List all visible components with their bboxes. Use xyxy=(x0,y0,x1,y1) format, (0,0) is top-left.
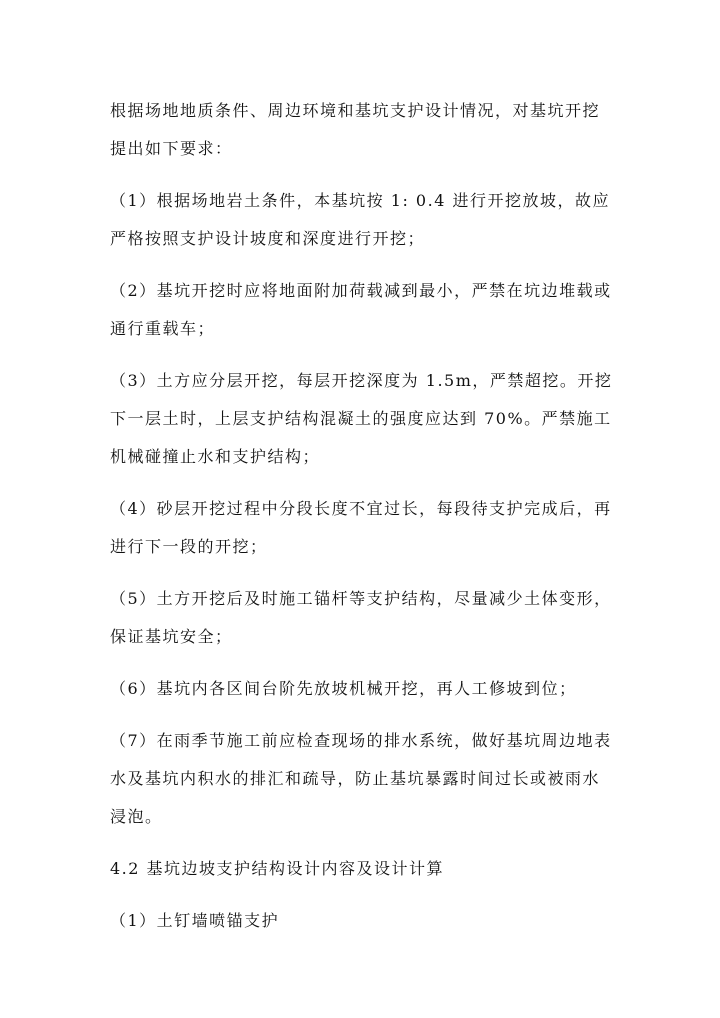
requirement-3: （3）土方应分层开挖，每层开挖深度为 1.5m，严禁超挖。开挖下一层土时，上层支护结构混凝土的强度应达到 70%。严禁施工机械碰撞止水和支护结构； xyxy=(110,371,613,466)
subsection-heading: （1）土钉墙喷锚支护 xyxy=(110,911,280,930)
requirement-2: （2）基坑开挖时应将地面附加荷载减到最小，严禁在坑边堆载或通行重载车； xyxy=(110,281,612,338)
requirement-7: （7）在雨季节施工前应检查现场的排水系统，做好基坑周边地表水及基坑内积水的排汇和疏导，防止基坑暴露时间过长或被雨水浸泡。 xyxy=(110,731,612,826)
requirement-6: （6）基坑内各区间台阶先放坡机械开挖，再人工修坡到位； xyxy=(110,679,577,698)
section-heading: 4.2 基坑边坡支护结构设计内容及设计计算 xyxy=(110,859,445,878)
intro-paragraph: 根据场地地质条件、周边环境和基坑支护设计情况，对基坑开挖提出如下要求： xyxy=(110,101,601,158)
document-body xyxy=(110,92,615,954)
requirement-4: （4）砂层开挖过程中分段长度不宜过长，每段待支护完成后，再进行下一段的开挖； xyxy=(110,499,612,556)
requirement-1: （1）根据场地岩土条件，本基坑按 1: 0.4 进行开挖放坡，故应严格按照支护设计坡度和深度进行开挖； xyxy=(110,191,610,248)
requirement-5: （5）土方开挖后及时施工锚杆等支护结构，尽量减少土体变形，保证基坑安全； xyxy=(110,589,612,646)
